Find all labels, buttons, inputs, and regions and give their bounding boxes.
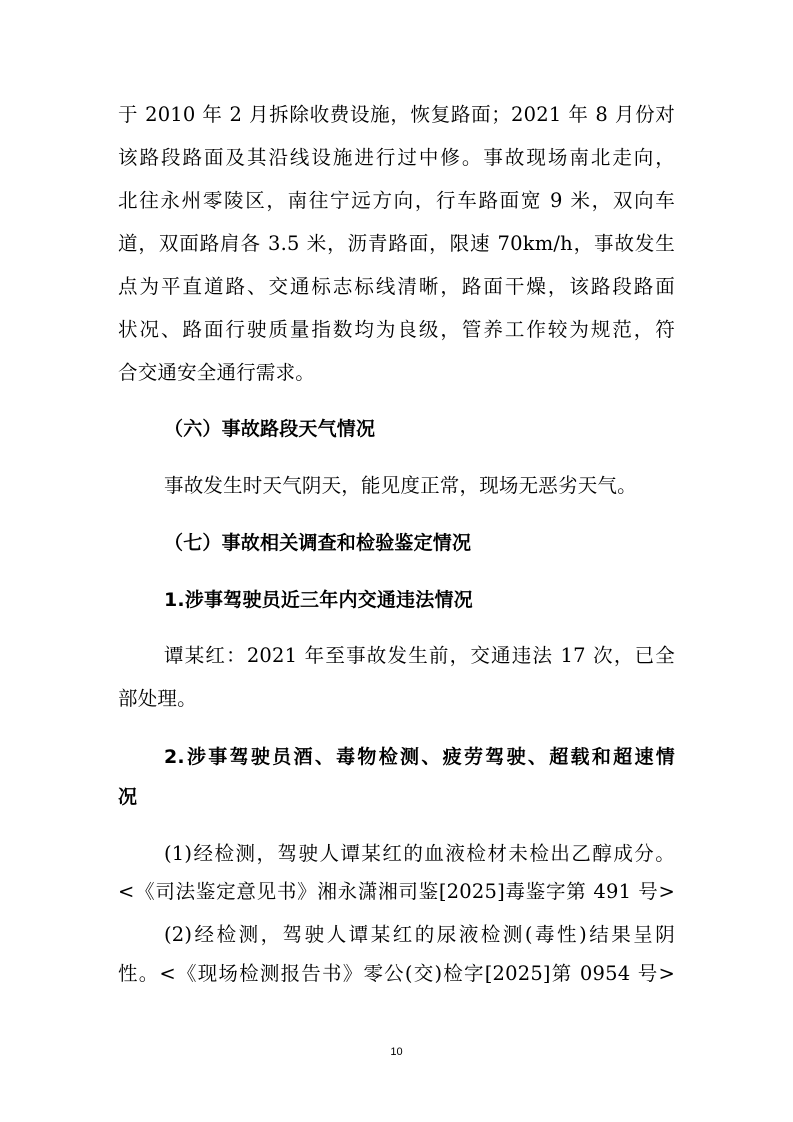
section-heading: （六）事故路段天气情况	[164, 418, 376, 440]
page-number: 10	[390, 1046, 403, 1058]
subsection-heading-continuation: 况	[118, 786, 138, 808]
subsection-heading: 1.涉事驾驶员近三年内交通违法情况	[164, 589, 473, 611]
paragraph-line: 部处理。	[118, 687, 197, 710]
paragraph-line: <《司法鉴定意见书》湘永潇湘司鉴[2025]毒鉴字第 491 号>	[118, 880, 675, 903]
paragraph-line: 合交通安全通行需求。	[118, 361, 316, 384]
paragraph-line: 状况、路面行驶质量指数均为良级，管养工作较为规范，符	[118, 318, 675, 341]
paragraph-line: 性。<《现场检测报告书》零公(交)检字[2025]第 0954 号>	[118, 962, 675, 985]
section-heading: （七）事故相关调查和检验鉴定情况	[164, 532, 472, 554]
paragraph-line: (1)经检测，驾驶人谭某红的血液检材未检出乙醇成分。	[164, 842, 675, 865]
paragraph-line: 事故发生时天气阴天，能见度正常，现场无恶劣天气。	[164, 474, 637, 497]
paragraph-line: 该路段路面及其沿线设施进行过中修。事故现场南北走向，	[118, 146, 675, 169]
paragraph-line: 北往永州零陵区，南往宁远方向，行车路面宽 9 米，双向车	[118, 189, 675, 212]
paragraph-line: (2)经检测，驾驶人谭某红的尿液检测(毒性)结果呈阴	[164, 923, 675, 946]
paragraph-line: 道，双面路肩各 3.5 米，沥青路面，限速 70km/h，事故发生	[118, 232, 675, 255]
paragraph-line: 谭某红：2021 年至事故发生前，交通违法 17 次，已全	[164, 644, 675, 667]
paragraph-line: 点为平直道路、交通标志标线清晰，路面干燥，该路段路面	[118, 275, 675, 298]
paragraph-line: 于 2010 年 2 月拆除收费设施，恢复路面；2021 年 8 月份对	[118, 103, 675, 126]
subsection-heading: 2.涉事驾驶员酒、毒物检测、疲劳驾驶、超载和超速情	[164, 746, 675, 768]
